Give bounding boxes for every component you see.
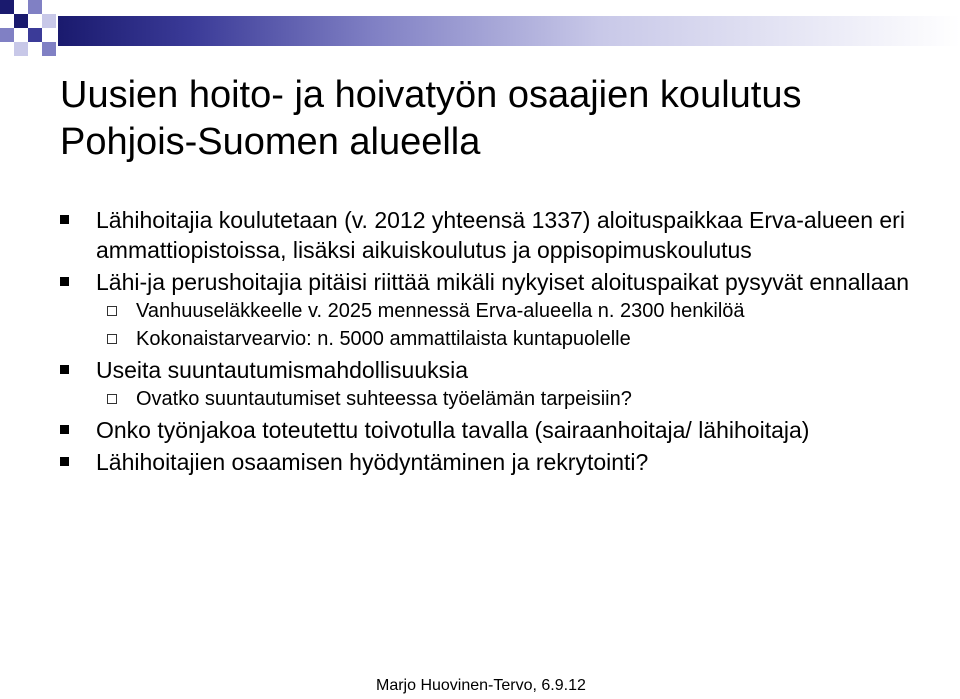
deco-square-3 xyxy=(28,0,42,14)
sub-bullet-text: Ovatko suuntautumiset suhteessa työelämän tarpeisiin? xyxy=(136,388,632,410)
deco-square-8 xyxy=(14,42,28,56)
bullet-text: Lähihoitajia koulutetaan (v. 2012 yhteensä 1337) aloituspaikkaa Erva-alueen eri ammattiopistoissa, lisäksi aikuiskoulutus ja oppisopimuskoulutus xyxy=(96,207,905,263)
header-gradient-bar xyxy=(58,16,960,46)
square-bullet-icon xyxy=(60,365,69,374)
bullet-text: Lähihoitajien osaamisen hyödyntäminen ja rekrytointi? xyxy=(96,449,649,475)
slide-title xyxy=(60,72,920,166)
deco-square-6 xyxy=(42,14,56,28)
bullet-item xyxy=(60,205,920,265)
sub-bullet-item xyxy=(60,297,920,325)
hollow-square-bullet-icon xyxy=(107,306,117,316)
square-bullet-icon xyxy=(60,277,69,286)
bullet-item xyxy=(60,415,920,445)
sub-bullet-text: Vanhuuseläkkeelle v. 2025 mennessä Erva-alueella n. 2300 henkilöä xyxy=(136,300,745,322)
bullet-text: Lähi-ja perushoitajia pitäisi riittää mikäli nykyiset aloituspaikat pysyvät ennallaan xyxy=(96,269,910,295)
slide-title-line-2: Pohjois-Suomen alueella xyxy=(60,121,481,163)
deco-square-2 xyxy=(14,14,28,28)
bullet-text: Onko työnjakoa toteutettu toivotulla tavalla (sairaanhoitaja/ lähihoitaja) xyxy=(96,417,810,443)
deco-square-1 xyxy=(0,0,14,14)
hollow-square-bullet-icon xyxy=(107,334,117,344)
hollow-square-bullet-icon xyxy=(107,394,117,404)
square-bullet-icon xyxy=(60,457,69,466)
slide-title-line-1: Uusien hoito- ja hoivatyön osaajien koulutus xyxy=(60,74,802,116)
deco-square-4 xyxy=(0,28,14,42)
header-decoration xyxy=(0,0,960,58)
deco-square-7 xyxy=(42,42,56,56)
bullet-item xyxy=(60,355,920,385)
bullet-item xyxy=(60,447,920,477)
footer-author-date: Marjo Huovinen-Tervo, 6.9.12 xyxy=(376,677,586,694)
bullet-text: Useita suuntautumismahdollisuuksia xyxy=(96,357,469,383)
sub-bullet-item xyxy=(60,325,920,353)
sub-bullet-item xyxy=(60,385,920,413)
square-bullet-icon xyxy=(60,425,69,434)
bullet-item xyxy=(60,267,920,297)
square-bullet-icon xyxy=(60,215,69,224)
sub-bullet-text: Kokonaistarvearvio: n. 5000 ammattilaista kuntapuolelle xyxy=(136,328,631,350)
deco-square-5 xyxy=(28,28,42,42)
bullet-list xyxy=(60,205,920,477)
